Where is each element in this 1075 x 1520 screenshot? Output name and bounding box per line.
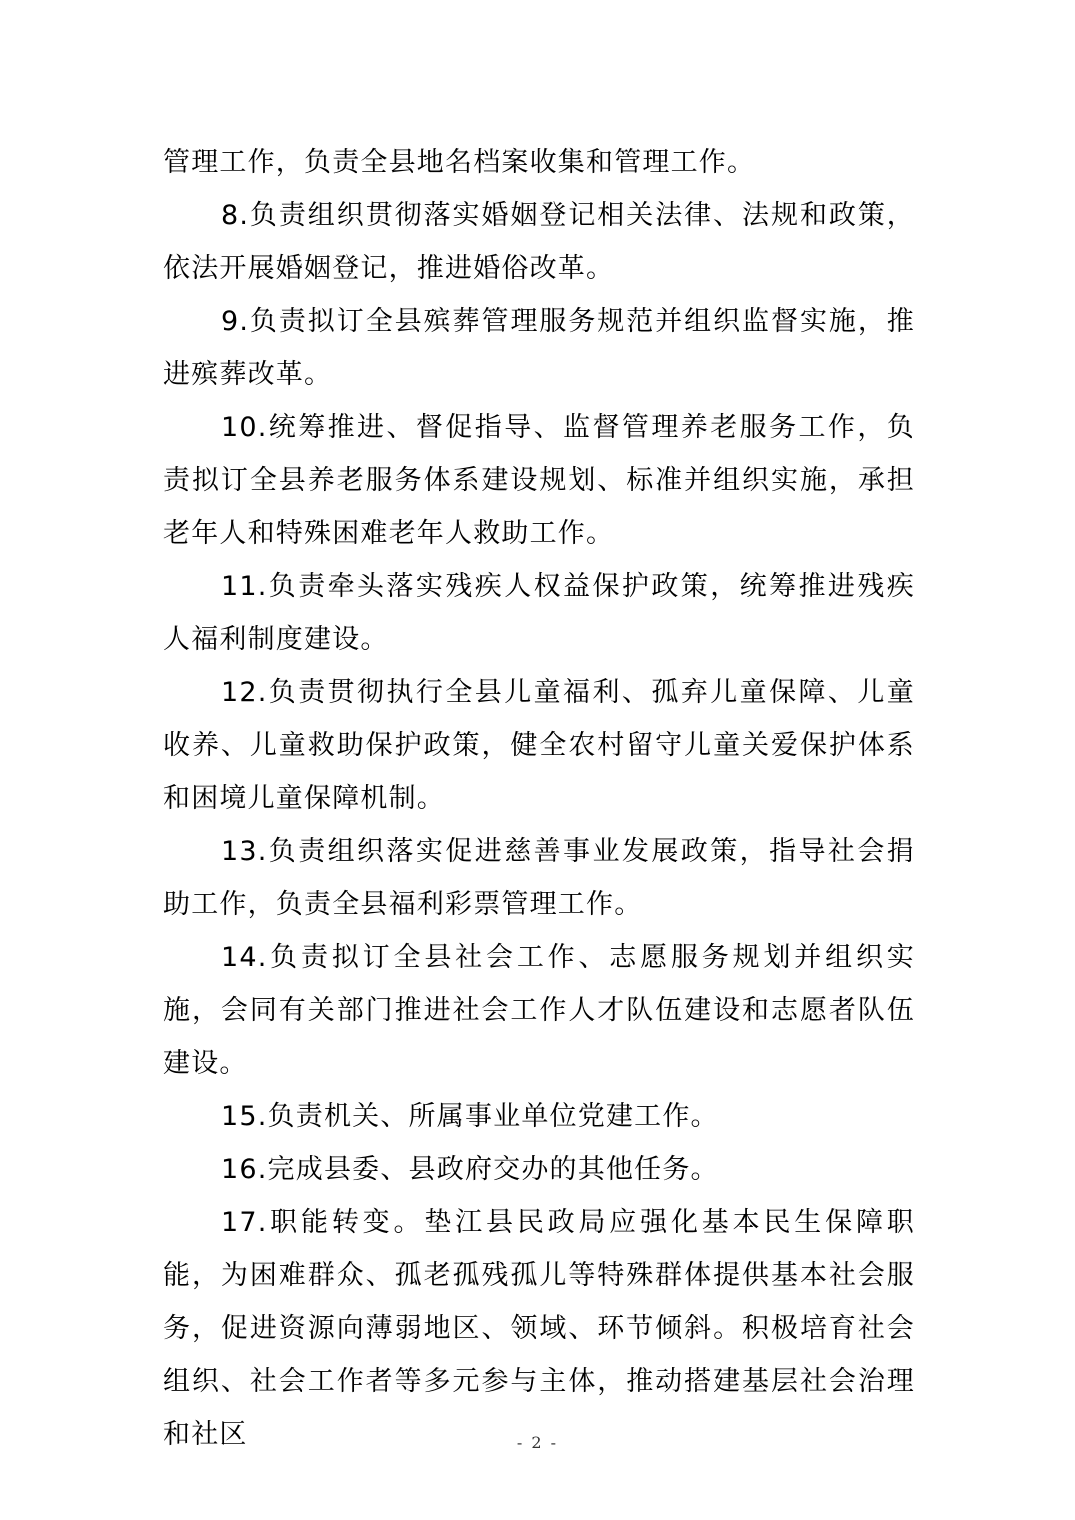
paragraph-item-11: 11.负责牵头落实残疾人权益保护政策，统筹推进残疾人福利制度建设。 — [163, 571, 915, 655]
paragraph-item-8: 8.负责组织贯彻落实婚姻登记相关法律、法规和政策，依法开展婚姻登记，推进婚俗改革。 — [163, 200, 915, 284]
paragraph-item-17: 17.职能转变。垫江县民政局应强化基本民生保障职能，为困难群众、孤老孤残孤儿等特殊群体提供基本社会服务，促进资源向薄弱地区、领域、环节倾斜。积极培育社会组织、社会工作者等多元参与主体，推动搭建基层社会治理和社区 — [163, 1207, 915, 1450]
paragraph-item-10: 10.统筹推进、督促指导、监督管理养老服务工作，负责拟订全县养老服务体系建设规划、标准并组织实施，承担老年人和特殊困难老年人救助工作。 — [163, 412, 915, 549]
paragraph-item-9: 9.负责拟订全县殡葬管理服务规范并组织监督实施，推进殡葬改革。 — [163, 306, 915, 390]
paragraph-item-14: 14.负责拟订全县社会工作、志愿服务规划并组织实施，会同有关部门推进社会工作人才队伍建设和志愿者队伍建设。 — [163, 942, 915, 1079]
paragraph-continuation: 管理工作，负责全县地名档案收集和管理工作。 — [163, 147, 756, 178]
paragraph-item-15: 15.负责机关、所属事业单位党建工作。 — [221, 1101, 719, 1132]
paragraph-item-16: 16.完成县委、县政府交办的其他任务。 — [221, 1154, 719, 1185]
paragraph-item-12: 12.负责贯彻执行全县儿童福利、孤弃儿童保障、儿童收养、儿童救助保护政策，健全农村留守儿童关爱保护体系和困境儿童保障机制。 — [163, 677, 915, 814]
document-body — [163, 136, 915, 1461]
page-number: - 2 - — [516, 1433, 559, 1452]
paragraph-item-13: 13.负责组织落实促进慈善事业发展政策，指导社会捐助工作，负责全县福利彩票管理工作。 — [163, 836, 915, 920]
